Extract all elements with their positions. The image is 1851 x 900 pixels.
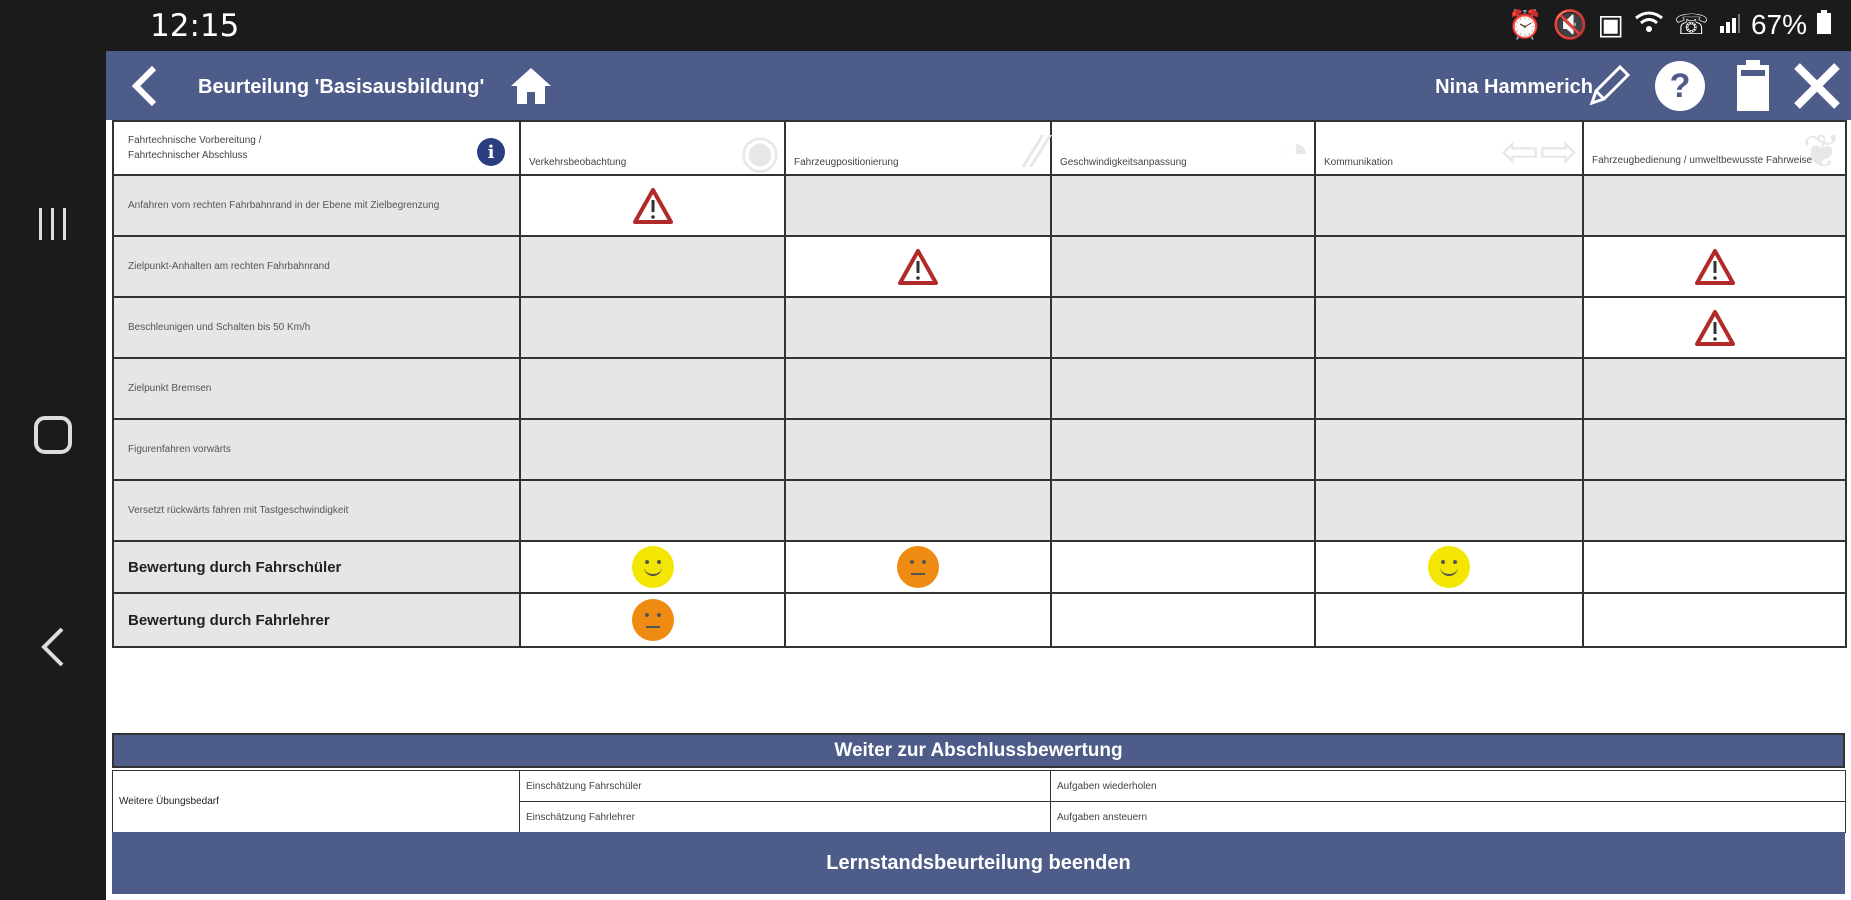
assessment-grid [112, 120, 1847, 648]
practice-option[interactable]: Aufgaben wiederholen [1051, 771, 1846, 802]
grid-cell[interactable] [1315, 480, 1583, 541]
grid-cell[interactable] [785, 175, 1051, 236]
wifi-icon [1634, 9, 1664, 41]
grid-cell[interactable] [1051, 297, 1315, 358]
road-icon: ⁄⁄ [1030, 125, 1046, 177]
continue-button[interactable]: Weiter zur Abschlussbewertung [112, 733, 1845, 768]
task-label: Figurenfahren vorwärts [113, 419, 520, 480]
grid-cell[interactable] [520, 480, 785, 541]
column-header: ⇦⇨ Kommunikation [1315, 121, 1583, 175]
rating-cell[interactable] [1051, 541, 1315, 593]
recent-apps-icon[interactable] [30, 201, 76, 247]
rating-label: Bewertung durch Fahrschüler [113, 541, 520, 593]
navigation-bar [0, 51, 106, 900]
task-row [113, 358, 1846, 419]
column-header: ◔ Geschwindigkeitsanpassung [1051, 121, 1315, 175]
rating-cell[interactable] [785, 541, 1051, 593]
grid-cell[interactable] [1051, 419, 1315, 480]
speedometer-icon: ◔ [1282, 125, 1310, 177]
task-row [113, 480, 1846, 541]
grid-cell[interactable] [1583, 297, 1846, 358]
practice-table [112, 770, 1846, 833]
page-title: Beurteilung 'Basisausbildung' [198, 76, 485, 98]
back-icon[interactable] [30, 624, 76, 670]
task-row [113, 175, 1846, 236]
mute-icon: 🔇 [1552, 9, 1588, 40]
back-arrow-icon[interactable] [124, 59, 164, 113]
battery-icon [1817, 9, 1831, 41]
leaf-icon: ❦ [1802, 125, 1841, 177]
corner-label: Fahrtechnische Vorbereitung / Fahrtechnischer Abschluss [128, 135, 262, 161]
home-icon[interactable] [506, 59, 556, 113]
grid-cell[interactable] [1051, 358, 1315, 419]
task-label: Zielpunkt-Anhalten am rechten Fahrbahnrand [113, 236, 520, 297]
warning-icon [1584, 309, 1845, 347]
rating-cell[interactable] [520, 541, 785, 593]
column-header: ◉ Verkehrsbeobachtung [520, 121, 785, 175]
svg-text:?: ? [1669, 67, 1691, 105]
grid-cell[interactable] [1583, 419, 1846, 480]
grid-cell[interactable] [520, 236, 785, 297]
grid-cell[interactable] [1583, 236, 1846, 297]
status-bar [0, 0, 1851, 51]
grid-cell[interactable] [785, 358, 1051, 419]
practice-option[interactable]: Einschätzung Fahrlehrer [520, 802, 1051, 833]
grid-cell[interactable] [1051, 236, 1315, 297]
rating-cell[interactable] [1051, 593, 1315, 647]
arrows-icon: ⇦⇨ [1500, 125, 1578, 177]
rating-label: Bewertung durch Fahrlehrer [113, 593, 520, 647]
grid-cell[interactable] [785, 480, 1051, 541]
corner-cell [113, 121, 520, 175]
finish-assessment-button[interactable]: Lernstandsbeurteilung beenden [112, 832, 1845, 894]
practice-option[interactable]: Einschätzung Fahrschüler [520, 771, 1051, 802]
task-row [113, 236, 1846, 297]
column-header: ⁄⁄ Fahrzeugpositionierung [785, 121, 1051, 175]
nfc-icon: ▣ [1597, 9, 1624, 40]
practice-option[interactable]: Aufgaben ansteuern [1051, 802, 1846, 833]
grid-cell[interactable] [785, 236, 1051, 297]
grid-cell[interactable] [1315, 175, 1583, 236]
task-label: Beschleunigen und Schalten bis 50 Km/h [113, 297, 520, 358]
close-icon[interactable] [1789, 59, 1845, 113]
grid-cell[interactable] [785, 419, 1051, 480]
help-icon[interactable] [1652, 59, 1708, 113]
warning-icon [786, 248, 1050, 286]
practice-label: Weitere Übungsbedarf [113, 771, 520, 833]
task-row [113, 419, 1846, 480]
grid-cell[interactable] [1583, 480, 1846, 541]
grid-cell[interactable] [1051, 175, 1315, 236]
grid-cell[interactable] [1315, 236, 1583, 297]
grid-cell[interactable] [1315, 297, 1583, 358]
rating-cell[interactable] [1315, 541, 1583, 593]
user-name: Nina Hammerich [1435, 76, 1593, 98]
grid-cell[interactable] [520, 419, 785, 480]
signal-icon [1719, 9, 1741, 41]
neutral-smiley-icon[interactable] [632, 599, 674, 641]
rating-cell[interactable] [520, 593, 785, 647]
column-header: ❦ Fahrzeugbedienung / umweltbewusste Fahrweise [1583, 121, 1846, 175]
grid-cell[interactable] [1315, 358, 1583, 419]
grid-cell[interactable] [1583, 175, 1846, 236]
pencil-icon[interactable] [1585, 59, 1633, 113]
rating-cell[interactable] [1583, 541, 1846, 593]
grid-header-row [113, 121, 1846, 175]
task-label: Zielpunkt Bremsen [113, 358, 520, 419]
battery-percent: 67% [1750, 8, 1807, 40]
grid-cell[interactable] [785, 297, 1051, 358]
task-row [113, 297, 1846, 358]
grid-cell[interactable] [520, 358, 785, 419]
info-icon[interactable]: i [477, 138, 505, 166]
happy-smiley-icon[interactable] [1428, 546, 1470, 588]
rating-row [113, 541, 1846, 593]
home-button-icon[interactable] [30, 412, 76, 458]
happy-smiley-icon[interactable] [632, 546, 674, 588]
rating-row [113, 593, 1846, 647]
warning-icon [521, 187, 784, 225]
header-bar [106, 51, 1851, 120]
rating-cell[interactable] [785, 593, 1051, 647]
system-icons [1508, 8, 1831, 41]
clock: 12:15 [150, 8, 240, 44]
eye-icon: ◉ [739, 125, 780, 177]
grid-cell[interactable] [520, 297, 785, 358]
task-label: Versetzt rückwärts fahren mit Tastgeschwindigkeit [113, 480, 520, 541]
grid-cell[interactable] [1051, 480, 1315, 541]
warning-icon [1584, 248, 1845, 286]
clipboard-icon[interactable] [1733, 59, 1773, 113]
neutral-smiley-icon[interactable] [897, 546, 939, 588]
call-icon: ☏ [1673, 9, 1709, 40]
grid-cell[interactable] [1315, 419, 1583, 480]
grid-cell[interactable] [1583, 358, 1846, 419]
task-label: Anfahren vom rechten Fahrbahnrand in der Ebene mit Zielbegrenzung [113, 175, 520, 236]
rating-cell[interactable] [1315, 593, 1583, 647]
alarm-icon: ⏰ [1507, 9, 1543, 40]
grid-cell[interactable] [520, 175, 785, 236]
app-window [106, 51, 1851, 900]
rating-cell[interactable] [1583, 593, 1846, 647]
